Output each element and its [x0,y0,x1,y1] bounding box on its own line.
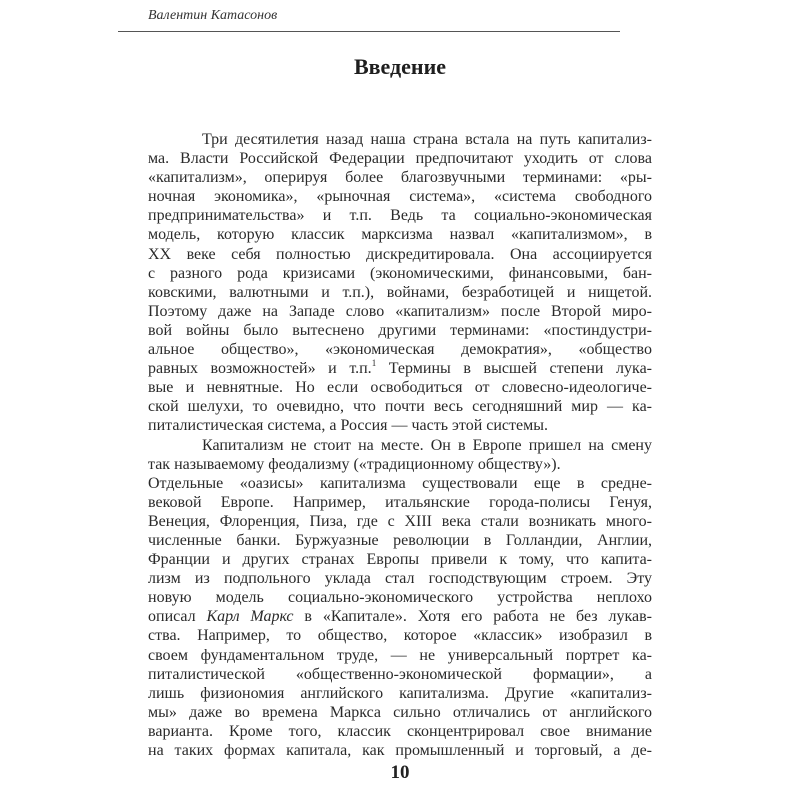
text-line: так называемому феодализму («традиционному обществу»). [148,455,561,473]
body-text [148,130,652,760]
text-line: ской шелухи, то очевидно, что почти весь сегодняшний мир — ка- [148,398,652,416]
text-line: вые и невнятные. Но если освободиться от словесно-идеологиче- [148,379,652,397]
text-line: альное общество», «экономическая демократия», «общество [148,341,652,359]
header-rule [118,31,620,32]
text-line: Поэтому даже на Западе слово «капитализм» после Второй миро- [148,302,652,320]
text-line: ковскими, валютными и т.п.), войнами, безработицей и нищетой. [148,283,652,301]
text-line: на таких формах капитала, как промышленный и торговый, а де- [148,742,652,759]
text-line: питалистической «общественно-экономической формации», а [148,665,652,683]
text-line: мы» даже во времена Маркса сильно отличались от английского [148,703,652,721]
footnote-ref: 1 [371,358,377,369]
text-line: Три десятилетия назад наша страна встала на путь капитализ- [202,131,652,148]
text-line: ма. Власти Российской Федерации предпочитают уходить от слова [148,150,652,168]
text-segment: в «Капитале». Хотя его работа не без лукав- [293,608,652,626]
text-line: питалистическая система, а Россия — часть этой системы. [148,417,548,435]
text-line: своем фундаментальном труде, — не универсальный портрет ка- [148,646,652,664]
page-number: 10 [390,762,410,783]
text-line: предпринимательства» и т.п. Ведь та социально-экономическая [148,207,652,225]
text-line: варианта. Кроме того, классик сконцентрировал свое внимание [148,722,652,740]
text-line: лизм из подпольного уклада стал господствующим строем. Эту [148,570,652,588]
text-line: с разного рода кризисами (экономическими, финансовыми, бан- [148,264,652,282]
text-line: ночная экономика», «рыночная система», «система свободного [148,188,652,206]
text-segment: равных возможностей» и т.п. [148,360,372,378]
text-segment: описал [148,608,207,626]
italic-name: Карл Маркс [206,608,294,626]
text-line: лишь физиономия английского капитализма. Другие «капитализ- [148,684,652,702]
text-line: ства. Например, то общество, которое «классик» изобразил в [148,627,652,645]
text-line: Венеция, Флоренция, Пиза, где с XIII века стали возникать много- [148,512,653,530]
text-segment: Термины в высшей степени лука- [376,360,653,378]
running-head-author: Валентин Катасонов [148,8,278,23]
text-line: вой войны было вытеснено другими терминами: «постиндустри- [148,321,652,339]
text-line: новую модель социально-экономического устройства неплохо [148,589,652,607]
text-line [148,359,652,378]
text-line: модель, которую классик марксизма назвал «капитализмом», в [148,226,652,244]
text-line: вековой Европе. Например, итальянские города-полисы Генуя, [148,493,652,511]
text-line: Отдельные «оазисы» капитализма существовали еще в средне- [148,474,652,492]
chapter-title: Введение [353,54,447,79]
text-line: «капитализм», оперируя более благозвучными терминами: «ры- [148,169,652,187]
text-line: Капитализм не стоит на месте. Он в Европе пришел на смену [202,436,652,454]
text-line [148,607,652,626]
text-line: XX веке себя полностью дискредитировала. Она ассоциируется [148,245,652,263]
text-line: Франции и других странах Европы привели к тому, что капита- [148,551,652,569]
text-line: численные банки. Буржуазные революции в Голландии, Англии, [148,531,652,549]
